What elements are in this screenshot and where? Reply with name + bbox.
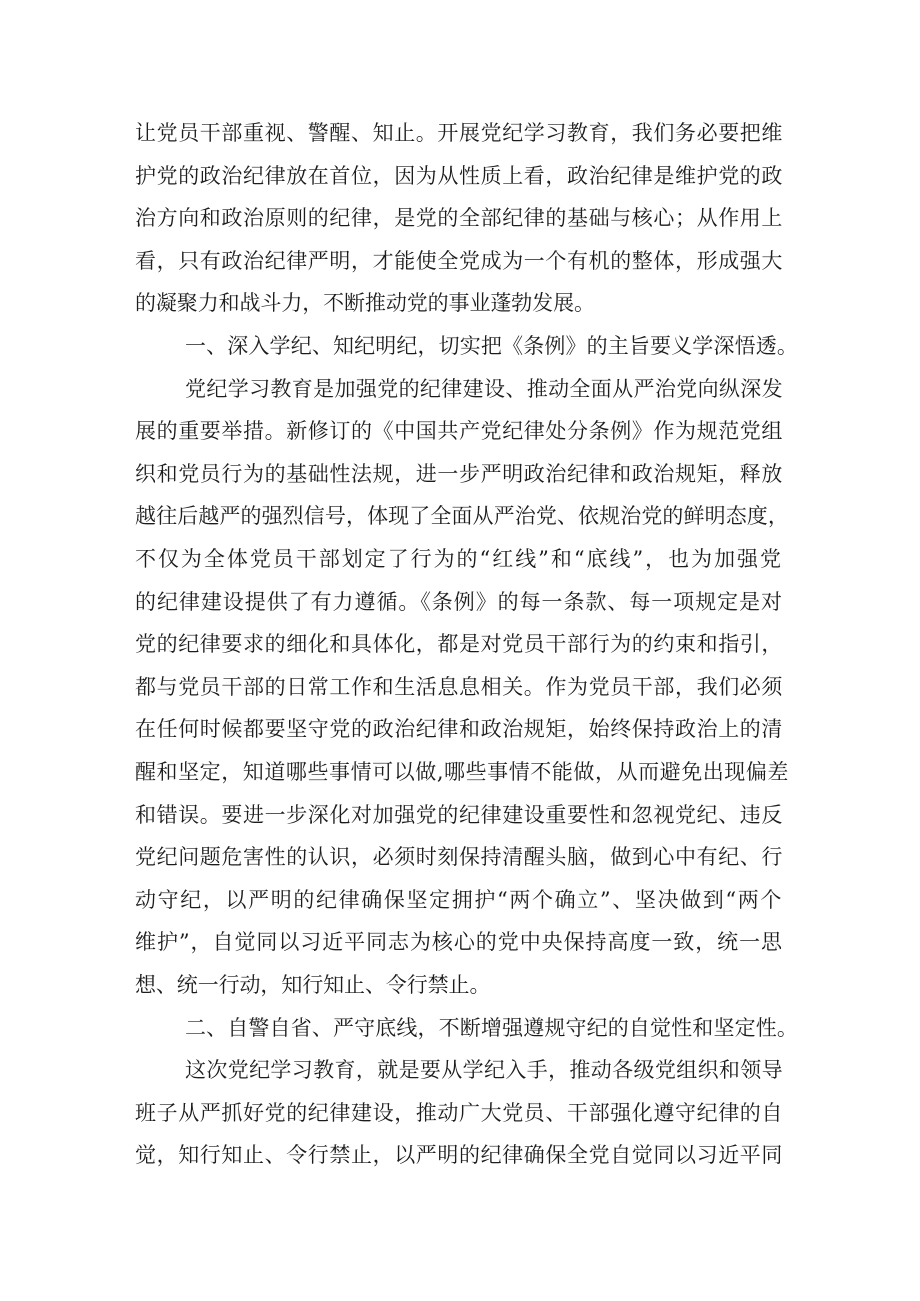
section-heading-2: 二、自警自省、严守底线，不断增强遵规守纪的自觉性和坚定性。 <box>185 1016 798 1040</box>
text-line-20: 维护”，自觉同以习近平同志为核心的党中央保持高度一致，统一思 <box>135 930 783 954</box>
section-heading-1: 一、深入学纪、知纪明纪，切实把《条例》的主旨要义学深悟透。 <box>185 334 798 358</box>
text-line-1: 让党员干部重视、警醒、知止。开展党纪学习教育，我们务必要把维 <box>135 121 783 145</box>
text-line-13: 党的纪律要求的细化和具体化，都是对党员干部行为的约束和指引， <box>135 632 783 656</box>
text-line-3: 治方向和政治原则的纪律，是党的全部纪律的基础与核心；从作用上 <box>135 206 783 230</box>
text-line-9: 织和党员行为的基础性法规，进一步严明政治纪律和政治规矩，释放 <box>135 462 783 486</box>
text-line-2: 护党的政治纪律放在首位，因为从性质上看，政治纪律是维护党的政 <box>135 164 783 188</box>
text-line-17: 和错误。要进一步深化对加强党的纪律建设重要性和忽视党纪、违反 <box>135 803 783 827</box>
text-line-5: 的凝聚力和战斗力，不断推动党的事业蓬勃发展。 <box>135 291 595 315</box>
text-line-21: 想、统一行动，知行知止、令行禁止。 <box>135 973 491 997</box>
text-line-15: 在任何时候都要坚守党的政治纪律和政治规矩，始终保持政治上的清 <box>135 717 783 741</box>
text-line-11: 不仅为全体党员干部划定了行为的“红线”和“底线”，也为加强党 <box>135 547 783 571</box>
text-line-16: 醒和坚定，知道哪些事情可以做,哪些事情不能做，从而避免出现偏差 <box>135 760 789 784</box>
text-line-19: 动守纪，以严明的纪律确保坚定拥护“两个确立”、坚决做到“两个 <box>135 888 783 912</box>
text-line-18: 党纪问题危害性的认识，必须时刻保持清醒头脑，做到心中有纪、行 <box>135 845 783 869</box>
text-line-23: 这次党纪学习教育，就是要从学纪入手，推动各级党组织和领导 <box>185 1058 783 1082</box>
text-line-12: 的纪律建设提供了有力遵循。《条例》的每一条款、每一项规定是对 <box>135 590 783 614</box>
text-line-4: 看，只有政治纪律严明，才能使全党成为一个有机的整体，形成强大 <box>135 249 783 273</box>
text-line-25: 觉，知行知止、令行禁止，以严明的纪律确保全党自觉同以习近平同 <box>135 1143 783 1167</box>
text-line-8: 展的重要举措。新修订的《中国共产党纪律处分条例》作为规范党组 <box>135 419 783 443</box>
text-line-7: 党纪学习教育是加强党的纪律建设、推动全面从严治党向纵深发 <box>185 377 783 401</box>
text-line-24: 班子从严抓好党的纪律建设，推动广大党员、干部强化遵守纪律的自 <box>135 1101 783 1125</box>
text-line-10: 越往后越严的强烈信号，体现了全面从严治党、依规治党的鲜明态度， <box>135 504 789 528</box>
text-line-14: 都与党员干部的日常工作和生活息息相关。作为党员干部，我们必须 <box>135 675 783 699</box>
